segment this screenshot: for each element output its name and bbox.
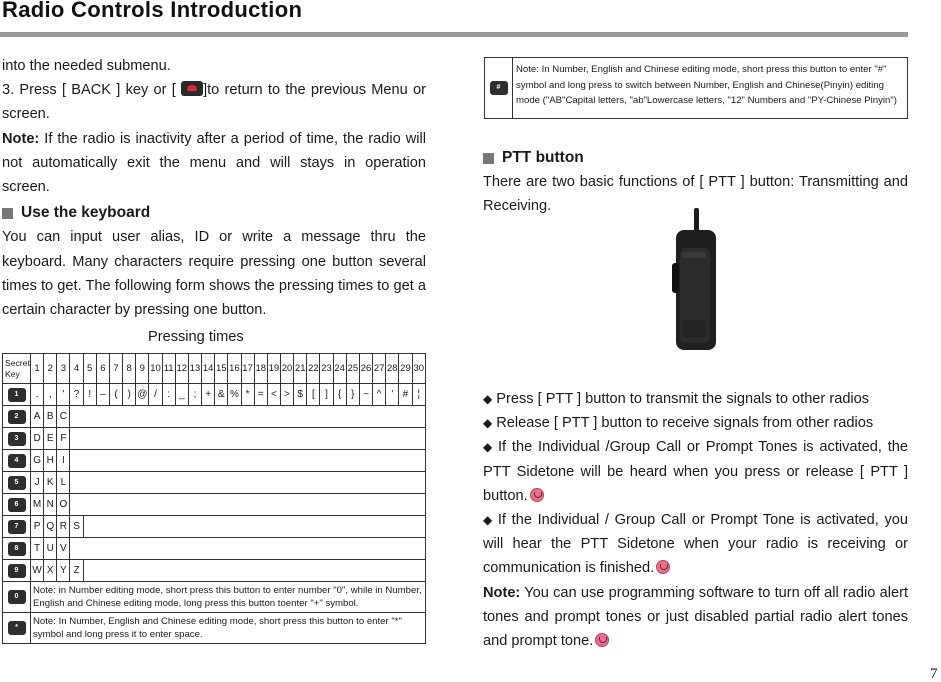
char-cell: V — [57, 538, 70, 560]
pressing-count-header: 19 — [267, 354, 280, 384]
char-cell: J — [31, 472, 44, 494]
char-cell: G — [31, 450, 44, 472]
pressing-count-header: 11 — [162, 354, 175, 384]
pressing-count-header: 10 — [149, 354, 162, 384]
table-row — [3, 472, 426, 494]
char-cell: Q — [44, 516, 57, 538]
pressing-count-header: 26 — [359, 354, 372, 384]
key-cell — [3, 384, 31, 406]
pressing-count-header: 13 — [188, 354, 201, 384]
char-cell: L — [57, 472, 70, 494]
table-row — [3, 560, 426, 582]
key-9-icon: 9 — [8, 564, 26, 578]
hash-note-text: Note: In Number, English and Chinese editing mode, short press this button to enter "#" symbol and long press to switch between Number, English and Chinese(Pinyin) editing mode ("AB"Capital letters, "ab"Lowercase letters, "12" Numbers and "PY-Chinese Pinyin") — [516, 64, 897, 106]
square-bullet-icon — [483, 153, 494, 164]
zero-key-row — [3, 582, 426, 613]
table-row — [3, 406, 426, 428]
pressing-count-header: 27 — [373, 354, 386, 384]
char-cell: R — [57, 516, 70, 538]
char-cell: } — [346, 384, 359, 406]
char-cell: – — [96, 384, 109, 406]
empty-cell — [83, 560, 425, 582]
bullet-item — [483, 411, 908, 435]
pressing-count-header: 30 — [412, 354, 425, 384]
char-cell: / — [149, 384, 162, 406]
pressing-count-header: 17 — [241, 354, 254, 384]
key-6-icon: 6 — [8, 498, 26, 512]
pressing-count-header: 25 — [346, 354, 359, 384]
char-cell: > — [280, 384, 293, 406]
char-cell: P — [31, 516, 44, 538]
table-row — [3, 494, 426, 516]
table-row — [3, 538, 426, 560]
pressing-count-header: 21 — [294, 354, 307, 384]
star-key-note: Note: In Number, English and Chinese editing mode, short press this button to enter "*" symbol and long press it to enter space. — [31, 613, 426, 644]
char-cell: @ — [136, 384, 149, 406]
char-cell: X — [44, 560, 57, 582]
empty-cell — [70, 494, 426, 516]
pressing-count-header: 23 — [320, 354, 333, 384]
pressing-count-header: 24 — [333, 354, 346, 384]
key-cell — [3, 472, 31, 494]
note-inactivity — [2, 127, 426, 200]
char-cell: % — [228, 384, 241, 406]
char-cell: ' — [386, 384, 399, 406]
bullet-text: If the Individual /Group Call or Prompt Tones is activated, the PTT Sidetone will be heard when you press or release [ PTT ] button. — [483, 439, 908, 504]
note-text: You can use programming software to turn off all radio alert tones and prompt tones or just disabled partial radio alert tones and prompt tone. — [483, 584, 908, 650]
back-text-pre: 3. Press [ BACK ] key or [ — [2, 82, 182, 99]
keyboard-heading — [2, 201, 426, 225]
zero-key-icon: 0 — [8, 590, 26, 604]
pressing-count-header: 22 — [307, 354, 320, 384]
char-cell: ! — [83, 384, 96, 406]
diamond-bullet-icon: ◆ — [483, 513, 494, 528]
char-cell: D — [31, 428, 44, 450]
ptt-heading — [483, 146, 908, 170]
pressing-count-header: 14 — [202, 354, 215, 384]
paragraph-submenu: into the needed submenu. — [2, 58, 171, 74]
empty-cell — [70, 450, 426, 472]
char-cell: { — [333, 384, 346, 406]
char-cell: ^ — [373, 384, 386, 406]
key-5-icon: 5 — [8, 476, 26, 490]
pressing-times-caption: Pressing times — [148, 329, 244, 345]
pressing-count-header: 29 — [399, 354, 412, 384]
zero-key-note: Note: in Number editing mode, short press this button to enter number "0", while in Number, English and Chinese editing mode, long press this button toenter "+" symbol. — [31, 582, 426, 613]
page-title: Radio Controls Introduction — [2, 0, 303, 22]
bullet-item — [483, 508, 908, 581]
table-row — [3, 428, 426, 450]
pressing-count-header: 7 — [109, 354, 122, 384]
char-cell: * — [241, 384, 254, 406]
table-row — [3, 450, 426, 472]
char-cell: A — [31, 406, 44, 428]
empty-cell — [70, 428, 426, 450]
star-key-icon: * — [8, 621, 26, 635]
char-cell: ] — [320, 384, 333, 406]
pressing-count-header: 1 — [31, 354, 44, 384]
char-cell: T — [31, 538, 44, 560]
square-bullet-icon — [2, 208, 13, 219]
tone-emoji-icon — [656, 560, 670, 574]
char-cell: ~ — [359, 384, 372, 406]
diamond-bullet-icon: ◆ — [483, 440, 494, 455]
star-key-row — [3, 613, 426, 644]
char-cell: & — [215, 384, 228, 406]
pressing-count-header: 6 — [96, 354, 109, 384]
pressing-count-header: 5 — [83, 354, 96, 384]
char-cell: [ — [307, 384, 320, 406]
char-cell: ¦ — [412, 384, 425, 406]
char-cell: U — [44, 538, 57, 560]
secret-key-header: Secret Key — [3, 354, 31, 384]
empty-cell — [70, 472, 426, 494]
hash-key-note — [484, 57, 908, 119]
pressing-count-header: 8 — [123, 354, 136, 384]
char-cell: Y — [57, 560, 70, 582]
pressing-count-header: 4 — [70, 354, 83, 384]
char-cell: S — [70, 516, 83, 538]
title-rule — [0, 32, 908, 37]
key-cell — [3, 582, 31, 613]
char-cell: ( — [109, 384, 122, 406]
back-key-icon — [181, 81, 203, 96]
left-column — [2, 54, 426, 322]
empty-cell — [83, 516, 425, 538]
radio-device-image — [664, 208, 724, 358]
key-cell — [3, 613, 31, 644]
char-cell: Z — [70, 560, 83, 582]
char-cell: F — [57, 428, 70, 450]
char-cell: = — [254, 384, 267, 406]
note-tones — [483, 581, 908, 654]
pressing-count-header: 9 — [136, 354, 149, 384]
back-text-post: ]to return to the previous Menu or screen. — [2, 82, 426, 123]
bullet-text: If the Individual / Group Call or Prompt Tone is activated, you will hear the PTT Sidetone when your radio is receiving or communication is finished. — [483, 512, 909, 577]
char-cell: . — [31, 384, 44, 406]
key-cell — [3, 428, 31, 450]
keyboard-heading-text: Use the keyboard — [21, 204, 151, 222]
table-header-row — [3, 354, 426, 384]
tone-emoji-icon — [595, 633, 609, 647]
key-1-icon: 1 — [8, 388, 26, 402]
char-cell: C — [57, 406, 70, 428]
bullet-item — [483, 435, 908, 508]
ptt-bullet-list — [483, 387, 908, 653]
empty-cell — [70, 538, 426, 560]
keyboard-paragraph: You can input user alias, ID or write a message thru the keyboard. Many characters require pressing one button several times to get. The following form shows the pressing times to get a certain character by pressing one button. — [2, 229, 426, 319]
char-cell: W — [31, 560, 44, 582]
page-number: 7 — [930, 666, 938, 682]
note-label: Note: — [483, 584, 521, 601]
char-cell: K — [44, 472, 57, 494]
pressing-count-header: 3 — [57, 354, 70, 384]
key-8-icon: 8 — [8, 542, 26, 556]
ptt-heading-text: PTT button — [502, 149, 584, 166]
table-row — [3, 384, 426, 406]
char-cell: ' — [57, 384, 70, 406]
pressing-count-header: 12 — [175, 354, 188, 384]
pressing-count-header: 20 — [280, 354, 293, 384]
char-cell: $ — [294, 384, 307, 406]
key-cell — [3, 406, 31, 428]
char-cell: + — [202, 384, 215, 406]
tone-emoji-icon — [530, 488, 544, 502]
char-cell: ? — [70, 384, 83, 406]
bullet-text: Release [ PTT ] button to receive signals from other radios — [496, 415, 874, 432]
empty-cell — [70, 406, 426, 428]
char-cell: # — [399, 384, 412, 406]
hash-key-icon: # — [490, 81, 508, 95]
key-3-icon: 3 — [8, 432, 26, 446]
ptt-intro: There are two basic functions of [ PTT ] button: Transmitting and Receiving. — [483, 174, 908, 215]
char-cell: I — [57, 450, 70, 472]
pressing-count-header: 2 — [44, 354, 57, 384]
key-7-icon: 7 — [8, 520, 26, 534]
paragraph-back-key — [2, 78, 426, 126]
char-cell: E — [44, 428, 57, 450]
note-text: If the radio is inactivity after a period of time, the radio will not automatically exit the menu and will stays in operation screen. — [2, 130, 426, 196]
char-cell: H — [44, 450, 57, 472]
diamond-bullet-icon: ◆ — [483, 416, 493, 431]
key-2-icon: 2 — [8, 410, 26, 424]
pressing-count-header: 28 — [386, 354, 399, 384]
pressing-count-header: 15 — [215, 354, 228, 384]
key-cell — [3, 494, 31, 516]
note-label: Note: — [2, 130, 40, 147]
hash-key-cell — [485, 58, 513, 118]
key-cell — [3, 450, 31, 472]
key-cell — [3, 516, 31, 538]
char-cell: M — [31, 494, 44, 516]
pressing-count-header: 16 — [228, 354, 241, 384]
keyboard-table — [2, 353, 426, 644]
char-cell: ; — [188, 384, 201, 406]
char-cell: < — [267, 384, 280, 406]
char-cell: ) — [123, 384, 136, 406]
char-cell: O — [57, 494, 70, 516]
key-cell — [3, 538, 31, 560]
diamond-bullet-icon: ◆ — [483, 392, 493, 406]
char-cell: : — [162, 384, 175, 406]
char-cell: _ — [175, 384, 188, 406]
char-cell: , — [44, 384, 57, 406]
pressing-count-header: 18 — [254, 354, 267, 384]
key-4-icon: 4 — [8, 454, 26, 468]
key-cell — [3, 560, 31, 582]
bullet-text: Press [ PTT ] button to transmit the signals to other radios — [496, 391, 870, 407]
bullet-item — [483, 387, 908, 411]
table-row — [3, 516, 426, 538]
char-cell: B — [44, 406, 57, 428]
char-cell: N — [44, 494, 57, 516]
